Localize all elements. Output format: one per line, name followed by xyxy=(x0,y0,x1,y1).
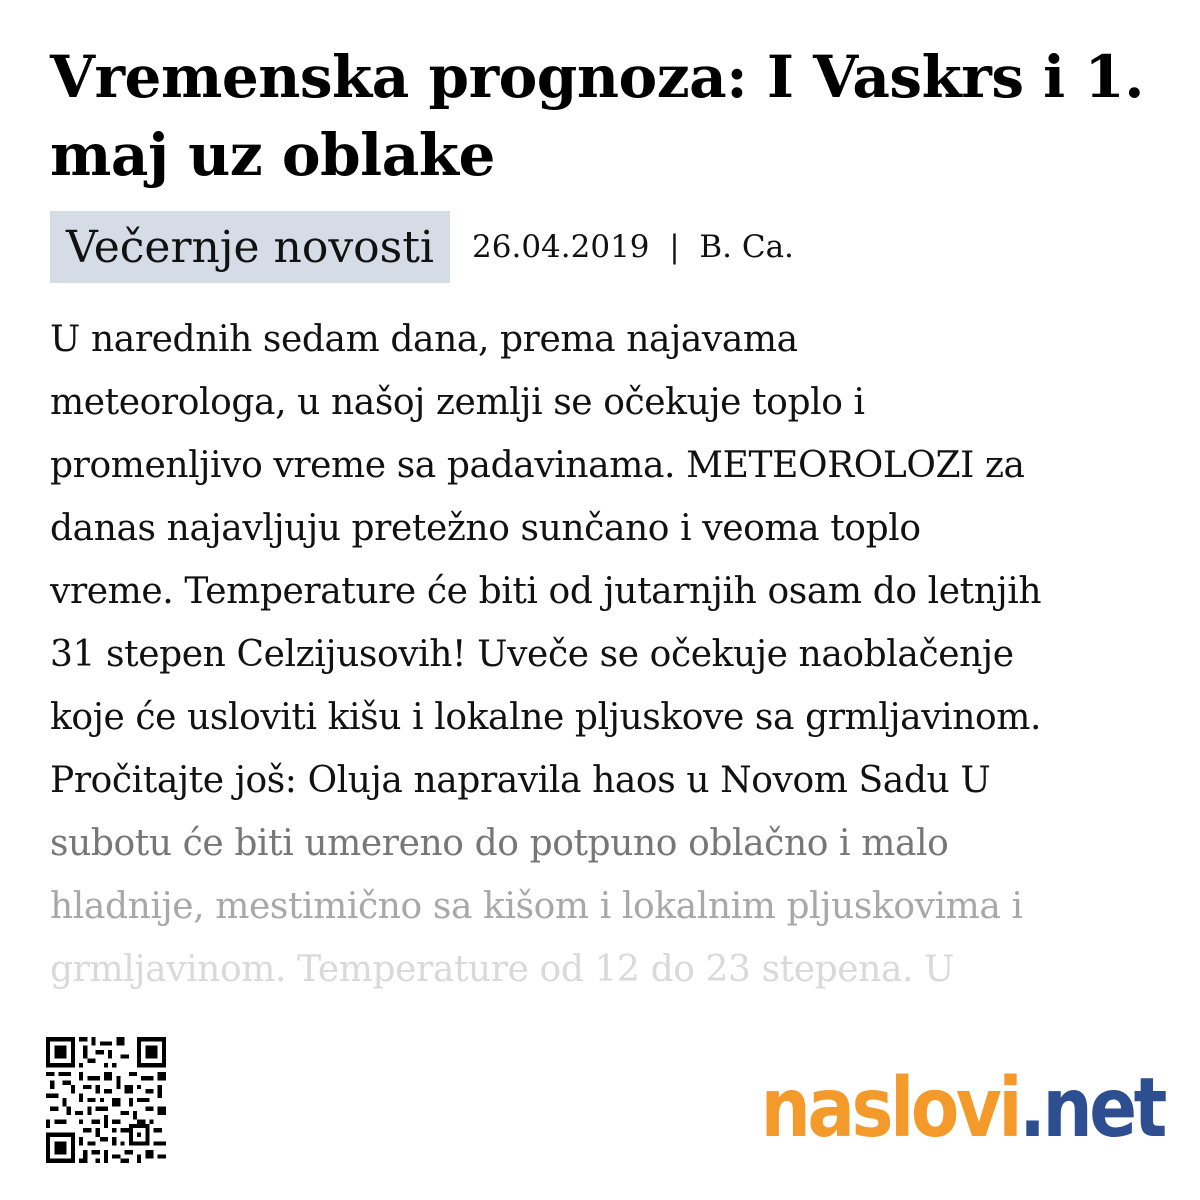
body-line: koje će usloviti kišu i lokalne pljuskove sa grmljavinom. xyxy=(50,697,1042,738)
body-line: U narednih sedam dana, prema najavama xyxy=(50,319,798,360)
body-line: vreme. Temperature će biti od jutarnjih osam do letnjih xyxy=(50,571,1042,612)
naslovi-net-logo[interactable] xyxy=(760,1061,1164,1156)
date-author: 26.04.2019 | B. Ca. xyxy=(472,229,794,265)
article-title: Vremenska prognoza: I Vaskrs i 1. maj uz oblake xyxy=(50,43,1144,189)
qr-code-icon[interactable] xyxy=(46,1037,166,1163)
body-line-faded: hladnije, mestimično sa kišom i lokalnim pljuskovima i xyxy=(50,886,1023,927)
body-line: Pročitajte još: Oluja napravila haos u Novom Sadu U xyxy=(50,760,991,801)
logo-text-net: .net xyxy=(1019,1061,1164,1156)
body-line: meteorologa, u našoj zemlji se očekuje toplo i xyxy=(50,382,865,423)
logo-text-naslovi: naslovi xyxy=(760,1061,1020,1156)
article-body xyxy=(50,308,1165,1001)
body-line: promenljivo vreme sa padavinama. METEOROLOZI za xyxy=(50,445,1025,486)
body-line-faded: grmljavinom. Temperature od 12 do 23 stepena. U xyxy=(50,949,955,990)
body-line: 31 stepen Celzijusovih! Uveče se očekuje naoblačenje xyxy=(50,634,1014,675)
body-line-faded: subotu će biti umereno do potpuno oblačno i malo xyxy=(50,823,949,864)
article-meta xyxy=(50,211,794,283)
source-badge[interactable]: Večernje novosti xyxy=(50,211,450,283)
body-line: danas najavljuju pretežno sunčano i veoma toplo xyxy=(50,508,921,549)
